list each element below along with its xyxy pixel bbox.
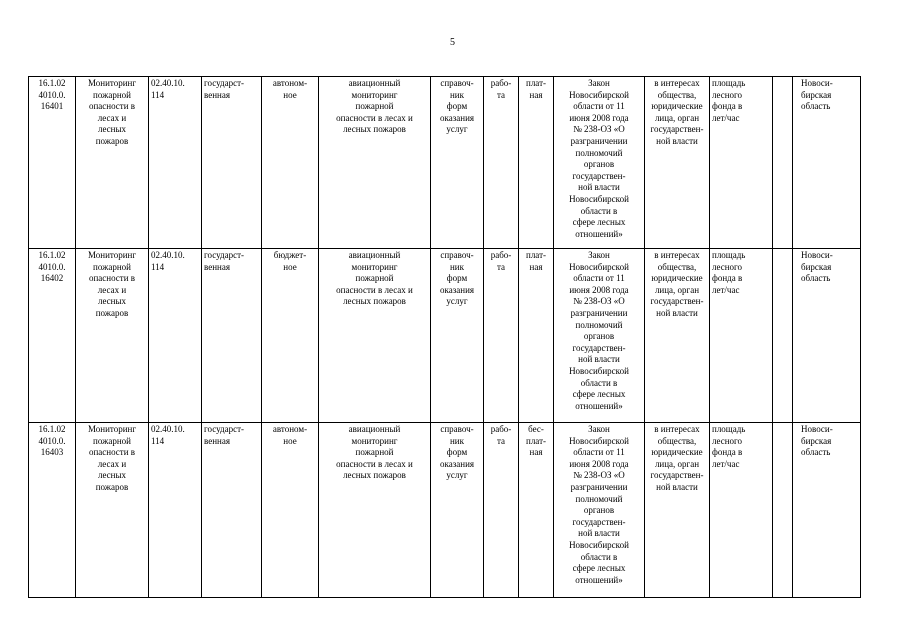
payment-cell: плат- ная (519, 249, 554, 423)
registry-table (28, 76, 861, 598)
law-cell: Закон Новосибирской области от 11 июня 2008 года № 238-ОЗ «О разграничении полномочий органов государствен- ной власти Новосибирской области в сфере лесных отношений» (554, 249, 645, 423)
type-cell: рабо- та (484, 77, 519, 249)
indicator-cell: площадь лесного фонда в лет/час (710, 423, 773, 598)
code-cell: 16.1.02 4010.0. 16402 (29, 249, 76, 423)
law-cell: Закон Новосибирской области от 11 июня 2008 года № 238-ОЗ «О разграничении полномочий органов государствен- ной власти Новосибирской области в сфере лесных отношений» (554, 423, 645, 598)
consumers-cell: в интересах общества, юридические лица, орган государствен- ной власти (645, 77, 710, 249)
consumers-cell: в интересах общества, юридические лица, орган государствен- ной власти (645, 423, 710, 598)
form-cell: справоч- ник форм оказания услуг (431, 423, 484, 598)
institution-type-cell: государст- венная (202, 77, 262, 249)
table-row (29, 249, 861, 423)
institution-kind-cell: автоном- ное (262, 77, 319, 249)
name-cell: Мониторинг пожарной опасности в лесах и лесных пожаров (76, 249, 149, 423)
region-cell: Новоси- бирская область (793, 77, 861, 249)
content-cell: авиационный мониторинг пожарной опасности в лесах и лесных пожаров (319, 249, 431, 423)
content-cell: авиационный мониторинг пожарной опасности в лесах и лесных пожаров (319, 423, 431, 598)
form-cell: справоч- ник форм оказания услуг (431, 249, 484, 423)
institution-type-cell: государст- венная (202, 249, 262, 423)
code-cell: 16.1.02 4010.0. 16401 (29, 77, 76, 249)
empty-cell (773, 77, 793, 249)
name-cell: Мониторинг пожарной опасности в лесах и лесных пожаров (76, 77, 149, 249)
code-cell: 16.1.02 4010.0. 16403 (29, 423, 76, 598)
payment-cell: плат- ная (519, 77, 554, 249)
payment-cell: бес- плат- ная (519, 423, 554, 598)
table-row (29, 423, 861, 598)
okved-cell: 02.40.10. 114 (149, 249, 202, 423)
okved-cell: 02.40.10. 114 (149, 77, 202, 249)
indicator-cell: площадь лесного фонда в лет/час (710, 249, 773, 423)
law-cell: Закон Новосибирской области от 11 июня 2008 года № 238-ОЗ «О разграничении полномочий органов государствен- ной власти Новосибирской области в сфере лесных отношений» (554, 77, 645, 249)
institution-type-cell: государст- венная (202, 423, 262, 598)
region-cell: Новоси- бирская область (793, 249, 861, 423)
content-cell: авиационный мониторинг пожарной опасности в лесах и лесных пожаров (319, 77, 431, 249)
table-row (29, 77, 861, 249)
institution-kind-cell: бюджет- ное (262, 249, 319, 423)
okved-cell: 02.40.10. 114 (149, 423, 202, 598)
institution-kind-cell: автоном- ное (262, 423, 319, 598)
name-cell: Мониторинг пожарной опасности в лесах и лесных пожаров (76, 423, 149, 598)
form-cell: справоч- ник форм оказания услуг (431, 77, 484, 249)
consumers-cell: в интересах общества, юридические лица, орган государствен- ной власти (645, 249, 710, 423)
type-cell: рабо- та (484, 423, 519, 598)
empty-cell (773, 423, 793, 598)
type-cell: рабо- та (484, 249, 519, 423)
region-cell: Новоси- бирская область (793, 423, 861, 598)
page-number: 5 (450, 37, 455, 48)
empty-cell (773, 249, 793, 423)
indicator-cell: площадь лесного фонда в лет/час (710, 77, 773, 249)
